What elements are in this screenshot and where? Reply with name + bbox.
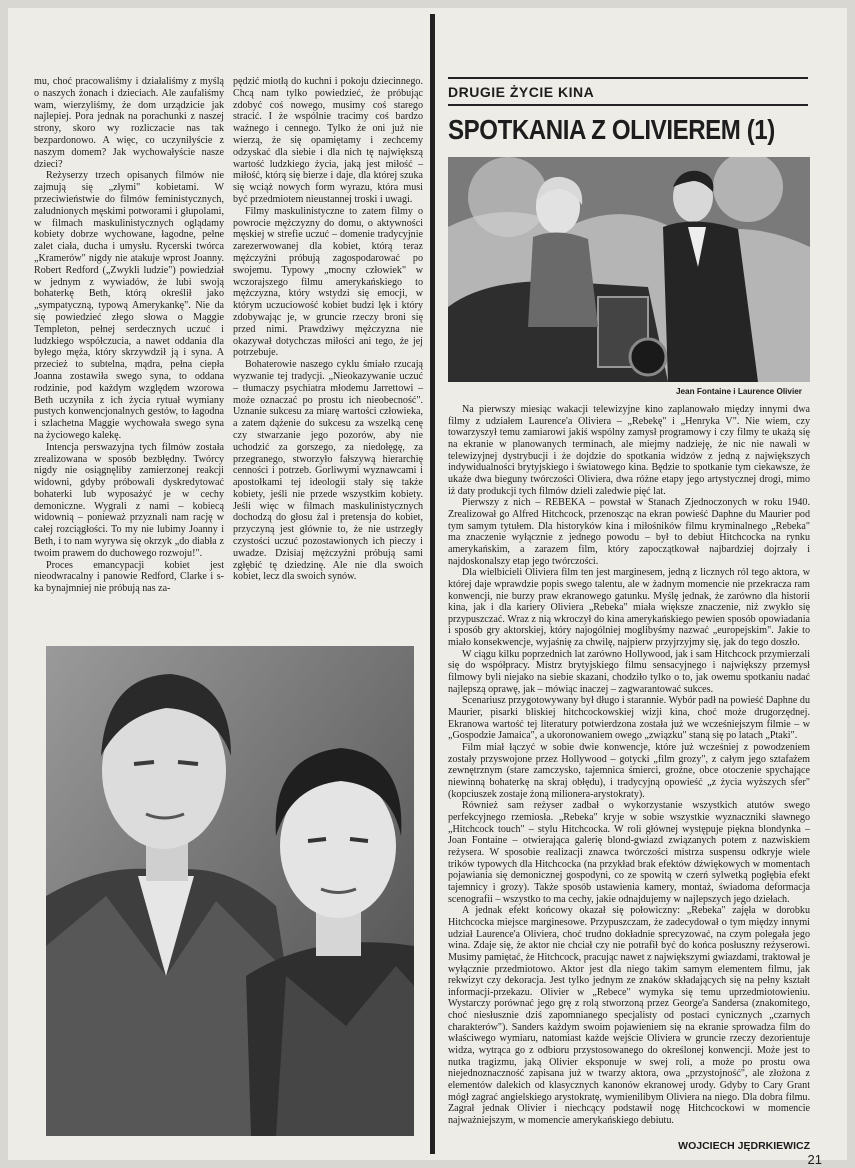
photo-sutherland-olivier-illustration xyxy=(46,646,414,1136)
text-column-2 xyxy=(233,76,423,583)
paragraph: Bohaterowie naszego cyklu śmiało rzucają wyzwanie tej tradycji. „Nieokazywanie uczuć – tłumaczy psychiatra młodemu Jarrettowi – może oznaczać po prostu ich nieobecność". Uznanie sukcesu za miarę wartości człowieka, a zatem dążenie do sukcesu za wszelką cenę czy stwarzanie jego pozorów, aby nie uchodzić za gorszego, za niedołęgę, za przegranego, stworzyło fałszywą hierarchię cenności i potrzeb. Gorliwymi wyznawcami i apostołkami tej ideologii stały się także kobiety, jeśli nie przede wszystkim kobiety. Jeśli więc w filmach maskulinistycznych dochodzą do głosu żal i pretensja do kobiet, przyczyną jest głównie to, że nie ustrzegły czystości uczuć pozostawionych ich pieczy i uwadze. Dzisiaj mężczyźni próbują sami zgłębić tę dziedzinę. Ale nie dla swoich kobiet, lecz dla swoich synów. xyxy=(233,359,423,583)
paragraph: A jednak efekt końcowy okazał się połowiczny: „Rebeka" zajęła w dorobku Hitchcocka miejsce marginesowe. Przypuszczam, że zadecydował o tym między innymi udział Laurence'a Oliviera, choć trudno dokładnie sprecyzować, na czym polegała jego wina. Zdaje się, że aktor nie chciał czy nie potrafił być do końca posłuszny reżyserowi. Musimy pamiętać, że Hitchcock, pracując nawet z największymi gwiazdami, traktował je wyłącznie przedmiotowo. Aktor jest dla niego takim samym elementem filmu, jak rekwizyt czy dekoracja. Jest tylko jednym ze znaków składających się na pełny kształt informacji-przekazu. Olivier w „Rebece" wymyka się temu uprzedmiotowieniu. Wystarczy porównać jego grę z rolą stworzoną przez George'a Sandersa (znakomitego, choć niesłusznie dziś zapomnianego specjalisty od postaci cynicznych „czarnych charakterów"). Sanders każdym swoim pojawieniem się na ekranie sprowadza film do właściwego wymiaru, natomiast każde wejście Oliviera w gruncie rzeczy dezorientuje widza, wytrąca go z odbioru przystosowanego do określonej konwencji. Może jest to nutka tragizmu, jaką Olivier eksponuje w swej roli, a może po prostu owa niejednoznaczność zapisana już w twarzy aktora, owa „przystojność", ale złożona z elementów dalekich od klasycznych kanonów ekranowej urody. Gdyby to Cary Grant mógł zagrać angielskiego arystokratę, wymienilibym Oliviera na niego. Dla dobra filmu. Zagrał jednak Olivier i niechcący podstawił nogę Hitchcockowi w momencie najważniejszym, w momencie amerykańskiego debiutu. xyxy=(448,905,810,1127)
paragraph: Proces emancypacji kobiet jest nieodwracalny i panowie Redford, Clarke i s-ka bynajmniej nie próbują nas za- xyxy=(34,559,224,595)
text-column-1 xyxy=(34,76,224,595)
article-author: WOJCIECH JĘDRKIEWICZ xyxy=(678,1140,810,1152)
photo-sutherland-olivier xyxy=(46,646,414,1136)
page-number: 21 xyxy=(807,1152,822,1167)
right-page-section xyxy=(440,14,832,1167)
paragraph: Scenariusz przygotowywany był długo i starannie. Wybór padł na powieść Daphne du Maurier, pisarki bliskiej hitchcockowskiej wizji kina, choć może drugorzędnej. Ekranowa wartość tej literatury potwierdzona została już we wcześniejszym filmie – w „Gospodzie Jamaica", a ukoronowaniem owego „związku" staną się po latach „Ptaki". xyxy=(448,695,810,742)
article-headline: SPOTKANIA Z OLIVIEREM (1) xyxy=(448,114,775,145)
article-body xyxy=(448,404,810,1127)
paragraph: W ciągu kilku poprzednich lat zarówno Hollywood, jak i sam Hitchcock przymierzali się do współpracy. Mistrz brytyjskiego filmu sensacyjnego i największy przemysł filmowy byli niejako na siebie skazani, chodziło tylko o to, jak owemu spotkaniu nadać najlepszą oprawę, jak – mówiąc inaczej – zagwarantować sukces. xyxy=(448,648,810,695)
left-page-section xyxy=(26,14,424,1154)
paragraph: Filmy maskulinistyczne to zatem filmy o powrocie mężczyzny do domu, o aktywności męskiej w strefie uczuć – domenie tradycyjnie zarezerwowanej dla kobiet, którą teraz mężczyźni próbują zagospodarować po swojemu. Typowy „mocny człowiek" w wczorajszego filmu amerykańskiego to mężczyzna, który wstydzi się emocji, w którym uczuciowość kobiet budzi lęk i który zdobywając je, w gruncie rzeczy broni się przed nimi. Prawdziwy mężczyzna nie okazywał dotychczas miłości ani tego, że jej potrzebuje. xyxy=(233,205,423,359)
paragraph: Reżyserzy trzech opisanych filmów nie zajmują się „złymi" kobietami. W przeciwieństwie do filmów feministycznych, zaludnionych męskimi potworami i głupolami, w filmach maskulinistycznych oglądamy kobiety dobrze wychowane, łagodne, pełne zalet ciała, ducha i umysłu. Rycerski twórca „Kramerów" nigdy nie atakuje wprost Joanny. Robert Redford („Zwykli ludzie") powiedział w jednym z wywiadów, że lubi swoją bohaterkę Beth, którą określił jako „sympatyczną, typową Amerykankę". Nie da się powiedzieć złego słowa o Maggie Templeton, pełnej serdecznych uczuć i ludzkiego współczucia, a nawet oddania dla byłego męża, który skrzywdził ją i syna. A przecież to subtelna, mądra, pełna ciepła Joanna zostawiła swego syna, to oddana rodzinie, pod każdym względem wzorowa Beth uczyniła z ich życia rytuał wymiany pustych konwencjonalnych gestów, to łagodna i szlachetna Maggie wychowała swego syna na życiowego kalekę. xyxy=(34,170,224,441)
paragraph: Film miał łączyć w sobie dwie konwencje, które już wcześniej z powodzeniem zostały przyswojone przez Hollywood – gotycki „film grozy", z całym jego sztafażem zewnętrznym (stare zamczysko, tajemnica śmierci, groźne, obce otoczenie spychające niewinną bohaterkę na skraj obłędu), i tradycyjną opowieść „z życia wyższych sfer" (kopciuszek zostaje żoną milionera-arystokraty). xyxy=(448,742,810,800)
section-label: DRUGIE ŻYCIE KINA xyxy=(448,84,595,100)
paragraph: Intencja perswazyjna tych filmów została zrealizowana w sposób bezbłędny. Twórcy nigdy nie osiągnęliby zamierzonej reakcji widowni, gdyby próbowali dyskredytować bohaterki lub wyposażyć je w cechy demoniczne. Wygrali z nami – kobiecą widownią – ponieważ przyznali nam rację w całej rozciągłości. To my nie lubimy Joanny i Beth, i to nam wyrywa się okrzyk „do diabła z twoim prawem do duchowego rozwoju!". xyxy=(34,441,224,559)
paragraph: mu, choć pracowaliśmy i działaliśmy z myślą o naszych żonach i dzieciach. Ale zaufaliśmy wam, wierzyliśmy, że dom urządzicie jak najlepiej. Pora jednak na porachunki z naszej strony, skoro wy rozliczacie nas tak bezpardonowo. A więc, co uczyniłyście z naszym domem? Jak wychowałyście nasze dzieci? xyxy=(34,76,224,170)
section-rule xyxy=(448,77,808,79)
paragraph: Dla wielbicieli Oliviera film ten jest marginesem, jedną z licznych ról tego aktora, w której daje wprawdzie popis swego talentu, ale w żadnym momencie nie przekracza ram konwencji, nie burzy praw ekranowego gatunku. Myślę jednak, że zarówno dla historii kina, jak i dla kariery Oliviera „Rebeka" miała większe znaczenie, niż zwykło się przypuszczać. Wraz z nią wkroczył do kina amerykańskiego pewien sposób opowiadania i sposób gry aktorskiej, który najogólniej moglibyśmy nazwać „europejskim". Jakie to miało konsekwencje, wyjaśnię za chwilę, najpierw przyjrzyjmy się, jak do tego doszło. xyxy=(448,567,810,649)
page-divider xyxy=(430,14,435,1154)
photo-fontaine-olivier xyxy=(448,157,810,382)
photo-fontaine-olivier-illustration xyxy=(448,157,810,382)
photo-caption: Jean Fontaine i Laurence Olivier xyxy=(675,387,802,396)
magazine-page xyxy=(8,8,847,1167)
section-rule xyxy=(448,104,808,106)
paragraph: Pierwszy z nich – REBEKA – powstał w Stanach Zjednoczonych w roku 1940. Zrealizował go Alfred Hitchcock, przenosząc na ekran powieść Daphne du Maurier pod tym samym tytułem. Dla historyków kina i miłośników filmu kryminalnego „Rebeka" ma znaczenie wyłącznie z jednego powodu – był to debiut Hitchcocka na rynku amerykańskim, a zarazem film, który zapoczątkował najbardziej dojrzały i najdoskonalszy etap jego twórczości. xyxy=(448,497,810,567)
paragraph: pędzić miotłą do kuchni i pokoju dziecinnego. Chcą nam tylko powiedzieć, że próbując zdobyć coś nowego, musimy coś starego stracić. I że wspólnie tracimy coś bardzo ważnego i cennego. Tylko że oni już nie wierzą, że się opamiętamy i zechcemy odzyskać dla siebie i dla nich tę największą wartość ludzkiego życia, jaką jest miłość – miłość, którą się bierze i daje, dla której szuka się wciąż nowych form wyrazu, która musi być przedmiotem nieustannej troski i uwagi. xyxy=(233,76,423,205)
paragraph: Na pierwszy miesiąc wakacji telewizyjne kino zaplanowało między innymi dwa filmy z udziałem Laurence'a Oliviera – „Rebekę" i „Henryka V". Nie wiem, czy towarzyszył temu zamiarowi jakiś wspólny zamysł programowy i czy filmy te ukażą się na ekranie w planowanych terminach, ale miejmy nadzieję, że nic nie nawali w telewizyjnej dystrybucji i że dojdzie do spotkania widzów z jedną z największych indywidualności brytyjskiego i światowego kina. Będzie to spotkanie tym ciekawsze, że ukaże dwa bieguny twórczości Oliviera, dwa różne etapy jego artystycznej drogi, mimo iż daty produkcji tych filmów dzieli zaledwie pięć lat. xyxy=(448,404,810,497)
paragraph: Również sam reżyser zadbał o wykorzystanie wszystkich atutów swego perfekcyjnego rzemiosła. „Rebeka" kryje w sobie wszystkie wyznaczniki sławnego „Hitchcock touch" – stylu Hitchcocka. W roli głównej występuje piękna blondynka – Joan Fontaine – otwierająca galerię blond-gwiazd związanych potem z nazwiskiem reżysera. W sposobie realizacji znawca twórczości mistrza suspensu odkryje wiele trików typowych dla Hitchcocka (na przykład brak efektów dźwiękowych w momentach pojawiania się demonicznej gospodyni, co ze spowitą w czerń sylwetką pogłębia efekt tajemnicy i grozy). Także sposób ustawienia kamery, montaż, świadoma deformacja scenografii – wszystko to ma cechy, jakie odnajdujemy w najlepszych jego dziełach. xyxy=(448,800,810,905)
